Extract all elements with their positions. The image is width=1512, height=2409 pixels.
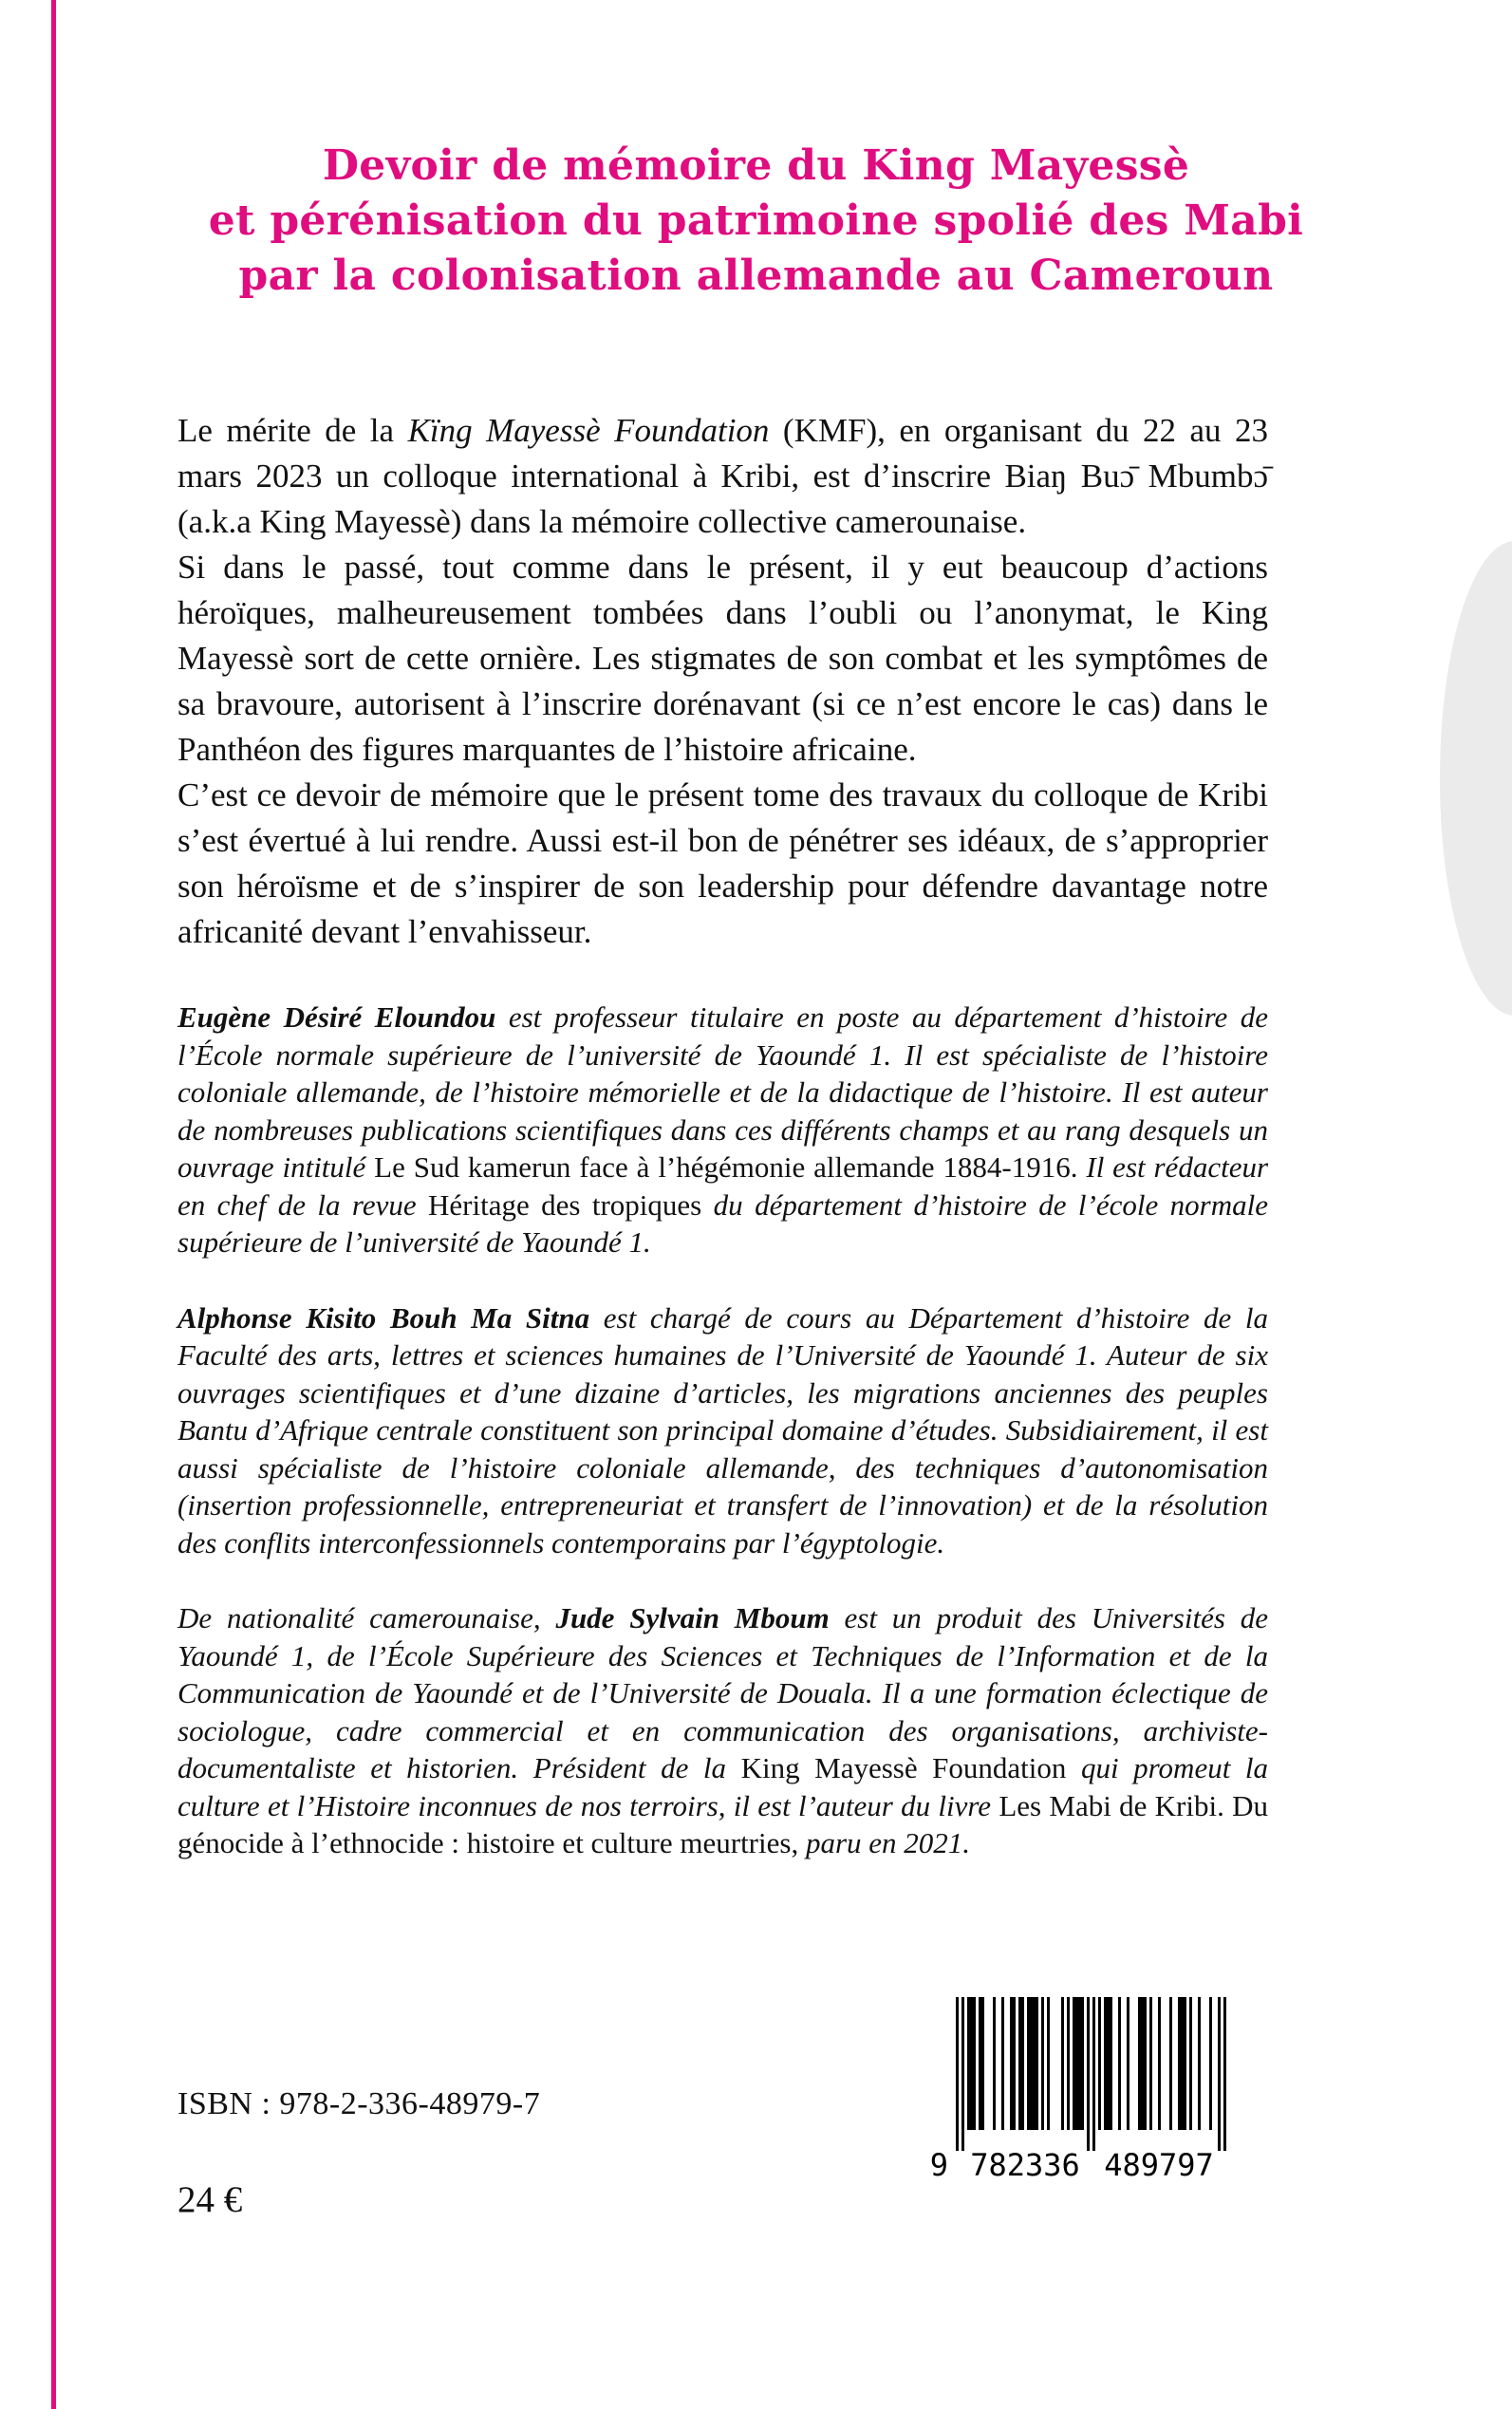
barcode-bar bbox=[1149, 1997, 1152, 2130]
barcode-bar bbox=[1047, 1997, 1050, 2130]
barcode-bar bbox=[1027, 1997, 1030, 2130]
author-bio bbox=[177, 1299, 1268, 1562]
barcode-bar bbox=[1075, 1997, 1078, 2130]
barcode-bar bbox=[1223, 1997, 1226, 2151]
text-segment: Héritage des tropiques bbox=[428, 1187, 702, 1222]
barcode-bar bbox=[1087, 1997, 1090, 2151]
author-bio bbox=[177, 1599, 1268, 1862]
barcode-bar bbox=[1067, 1997, 1070, 2130]
text-segment: Jude Sylvain Mboum bbox=[555, 1601, 830, 1634]
barcode-bar bbox=[956, 1997, 959, 2151]
barcode bbox=[925, 1997, 1229, 2181]
title-line: par la colonisation allemande au Cameroun bbox=[238, 252, 1274, 300]
barcode-bar bbox=[1144, 1997, 1147, 2130]
text-segment: est chargé de cours au Département d’histoire de la Faculté des arts, lettres et sciences humaines de l’Université de Yaoundé 1. Auteur de six ouvrages scientifiques et d’une dizaine d’articles, les migrations anciennes des peuples Bantu d’Afrique centrale constituent son principal domaine d’études. Subsidiairement, il est aussi spécialiste de l’histoire coloniale allemande, des techniques d’autonomisation (insertion professionnelle, entrepreneuriat et transfert de l’innovation) et de la résolution des conflits interconfessionnels contemporains par l’égyptologie. bbox=[177, 1300, 1268, 1559]
barcode-bar bbox=[1218, 1997, 1221, 2151]
barcode-bar bbox=[1081, 1997, 1084, 2130]
barcode-bar bbox=[1198, 1997, 1201, 2130]
barcode-bar bbox=[1138, 1997, 1141, 2130]
barcode-block bbox=[925, 1997, 1239, 2186]
text-segment: qui promeut la culture et l’Histoire inconnues de nos terroirs, il est l’auteur du livre bbox=[177, 1751, 1268, 1822]
barcode-bar bbox=[967, 1997, 970, 2130]
barcode-bar bbox=[1030, 1997, 1033, 2130]
barcode-bar bbox=[1118, 1997, 1121, 2130]
text-segment: paru en 2021. bbox=[798, 1826, 971, 1859]
barcode-bar bbox=[1189, 1997, 1192, 2130]
barcode-bar bbox=[1078, 1997, 1081, 2130]
barcode-bar bbox=[1098, 1997, 1101, 2130]
barcode-bar bbox=[1178, 1997, 1181, 2130]
text-segment: Si dans le passé, tout comme dans le présent, il y eut beaucoup d’actions héroïques, malheureusement tombées dans l’oubli ou l’anonymat, le King Mayessè sort de cette ornière. Les stigmates de son combat et les symptômes de sa bravoure, autorisent à l’inscrire dorénavant (si ce n’est encore le cas) dans le Panthéon des figures marquantes de l’histoire africaine. bbox=[177, 549, 1268, 768]
synopsis-paragraph bbox=[177, 408, 1268, 545]
title-line: et pérénisation du patrimoine spolié des Mabi bbox=[208, 196, 1304, 245]
text-segment: Il est rédacteur en chef de la revue bbox=[177, 1150, 1269, 1222]
page-title bbox=[0, 0, 1512, 304]
text-segment: Eugène Désiré Eloundou bbox=[177, 1000, 496, 1034]
text-segment: (KMF), en organisant du 22 au 23 mars 2023 un colloque international à Kribi, est d’inscrire Biaŋ Buɔ̄ Mbumbɔ̄ (a.k.a King Mayessè) dans la mémoire collective camerounaise. bbox=[177, 412, 1268, 540]
barcode-bar bbox=[1021, 1997, 1024, 2130]
barcode-digits: 489797 bbox=[1104, 2147, 1214, 2181]
barcode-bar bbox=[1073, 1997, 1075, 2130]
barcode-bar bbox=[1036, 1997, 1038, 2130]
barcode-bar bbox=[1104, 1997, 1107, 2130]
barcode-bar bbox=[1209, 1997, 1212, 2130]
synopsis bbox=[177, 408, 1268, 955]
text-segment: Kïng Mayessè Foundation bbox=[407, 412, 770, 449]
barcode-bar bbox=[1018, 1997, 1021, 2130]
isbn-label: ISBN : 978-2-336-48979-7 bbox=[177, 2086, 541, 2121]
text-segment: De nationalité camerounaise, bbox=[177, 1601, 556, 1634]
barcode-bar bbox=[970, 1997, 973, 2130]
barcode-bar bbox=[1141, 1997, 1144, 2130]
barcode-bar bbox=[961, 1997, 964, 2151]
text-segment: est professeur titulaire en poste au département d’histoire de l’École normale supérieure de l’université de Yaoundé 1. Il est spécialiste de l’histoire coloniale allemande, de l’histoire mémorielle et de la didactique de l’histoire. Il est auteur de nombreuses publications scientifiques dans ces différents champs et au rang desquels un ouvrage intitulé bbox=[177, 1000, 1268, 1184]
text-segment: C’est ce devoir de mémoire que le présent tome des travaux du colloque de Kribi s’est évertué à lui rendre. Aussi est-il bon de pénétrer ses idéaux, de s’approprier son héroïsme et de s’inspirer de son leadership pour défendre davantage notre africanité devant l’envahisseur. bbox=[177, 776, 1268, 950]
barcode-bar bbox=[1013, 1997, 1016, 2130]
barcode-bar bbox=[1033, 1997, 1036, 2130]
barcode-bar bbox=[979, 1997, 981, 2130]
barcode-bar bbox=[1107, 1997, 1110, 2130]
author-bios bbox=[177, 999, 1268, 1862]
barcode-bar bbox=[1158, 1997, 1161, 2130]
barcode-digits: 9 bbox=[929, 2147, 948, 2181]
barcode-bar bbox=[1169, 1997, 1172, 2130]
barcode-bar bbox=[1110, 1997, 1112, 2130]
barcode-bar bbox=[1010, 1997, 1013, 2130]
text-segment: Alphonse Kisito Bouh Ma Sitna bbox=[177, 1300, 590, 1335]
author-bio bbox=[177, 999, 1268, 1261]
text-segment: King Mayessè Foundation bbox=[740, 1751, 1067, 1784]
barcode-bar bbox=[1184, 1997, 1186, 2130]
barcode-bar bbox=[993, 1997, 996, 2130]
text-segment: Le mérite de la bbox=[177, 412, 408, 449]
barcode-bar bbox=[973, 1997, 976, 2130]
title-line: Devoir de mémoire du King Mayessè bbox=[322, 141, 1190, 190]
text-segment: Le Sud kamerun face à l’hégémonie allemande 1884-1916. bbox=[374, 1150, 1078, 1184]
text-segment: du département d’histoire de l’école normale supérieure de l’université de Yaoundé 1. bbox=[177, 1187, 1268, 1259]
barcode-bar bbox=[981, 1997, 984, 2130]
barcode-bar bbox=[1127, 1997, 1129, 2130]
price-label: 24 € bbox=[177, 2179, 243, 2220]
barcode-digits: 782336 bbox=[970, 2147, 1080, 2181]
synopsis-paragraph bbox=[177, 545, 1268, 773]
barcode-bar bbox=[1181, 1997, 1184, 2130]
barcode-bar bbox=[1092, 1997, 1095, 2151]
cover-text-block bbox=[0, 408, 1512, 1862]
text-segment: est un produit des Universités de Yaoundé 1, de l’École Supérieure des Sciences et Techniques de l’Information et de la Communication de Yaoundé et de l’Université de Douala. Il a une formation éclectique de sociologue, cadre commercial et en communication des organisations, archiviste-documentaliste et historien. Président de la bbox=[177, 1601, 1268, 1784]
text-segment: Les Mabi de Kribi. Du génocide à l’ethnocide : histoire et culture meurtries, bbox=[177, 1788, 1268, 1859]
synopsis-paragraph bbox=[177, 773, 1268, 955]
barcode-bar bbox=[1061, 1997, 1064, 2130]
barcode-bar bbox=[1001, 1997, 1004, 2130]
barcode-bar bbox=[1041, 1997, 1044, 2130]
